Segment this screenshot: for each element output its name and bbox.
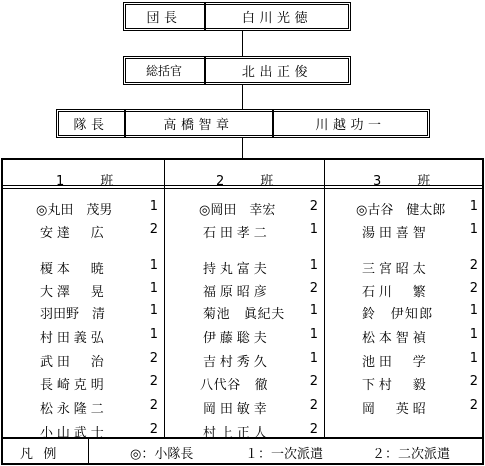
group-3-member-name: 下村 毅 bbox=[362, 378, 430, 393]
group-3-member-no: 1 bbox=[469, 199, 478, 214]
group-1-member-no: 1 bbox=[149, 199, 158, 214]
group-2-member-name: ◎岡田 幸宏 bbox=[199, 203, 276, 218]
group-2-number: 2 bbox=[216, 174, 225, 189]
group-1-member-name: 村田義弘 bbox=[40, 331, 108, 346]
group-2-member-no: 2 bbox=[309, 374, 318, 389]
group-2-label: 班 bbox=[260, 174, 274, 189]
group-3-member-no: 1 bbox=[469, 327, 478, 342]
group-2-member-no: 1 bbox=[309, 303, 318, 318]
group-2-member-name: 村上正人 bbox=[203, 426, 271, 441]
group-3-number: 3 bbox=[373, 174, 382, 189]
group-1-label: 班 bbox=[100, 174, 114, 189]
group-2-member-name: 菊池 眞紀夫 bbox=[203, 307, 285, 322]
group-3-member-name: 三宮昭太 bbox=[362, 262, 430, 277]
group-3-member-name: 岡 英昭 bbox=[362, 402, 430, 417]
group-2-member-no: 1 bbox=[309, 222, 318, 237]
group-2-member-no: 1 bbox=[309, 327, 318, 342]
legend-label: 凡例 bbox=[20, 447, 67, 462]
column-divider-1 bbox=[164, 160, 165, 437]
legend-second-dispatch: ２：二次派遣 bbox=[372, 447, 451, 462]
group-3-member-no: 1 bbox=[469, 303, 478, 318]
group-1-member-name: 榎本 暁 bbox=[40, 262, 108, 277]
group-3-member-no: 2 bbox=[469, 374, 478, 389]
group-1-header bbox=[56, 170, 113, 189]
group-2-header bbox=[216, 170, 273, 189]
group-3-member-no: 2 bbox=[469, 258, 478, 273]
group-2-member-name: 岡田敏幸 bbox=[203, 402, 271, 417]
group-1-member-no: 1 bbox=[149, 281, 158, 296]
general-box bbox=[123, 56, 351, 85]
org-connector-line bbox=[242, 30, 243, 158]
group-3-member-name: 鈴 伊知郎 bbox=[362, 307, 434, 322]
group-1-member-no: 1 bbox=[149, 303, 158, 318]
group-3-member-name: ◎古谷 健太郎 bbox=[356, 203, 446, 218]
group-3-header bbox=[373, 170, 430, 189]
leader-box bbox=[123, 2, 351, 31]
group-1-member-name: 大澤 晃 bbox=[40, 285, 108, 300]
group-2-member-name: 石田孝二 bbox=[203, 226, 271, 241]
legend-first-dispatch: １：一次派遣 bbox=[245, 447, 324, 462]
group-3-member-no: 1 bbox=[469, 351, 478, 366]
group-3-member-no: 2 bbox=[469, 398, 478, 413]
group-2-member-name: 持丸富夫 bbox=[203, 262, 271, 277]
captain-name-1: 高橋智章 bbox=[163, 118, 234, 133]
legend-leader-mark: ◎：小隊長 bbox=[130, 447, 194, 462]
group-3-member-name: 石川 繁 bbox=[362, 285, 430, 300]
group-1-number: 1 bbox=[56, 174, 65, 189]
group-3-member-no: 2 bbox=[469, 281, 478, 296]
general-title: 総括官 bbox=[145, 64, 182, 78]
group-1-member-no: 1 bbox=[149, 327, 158, 342]
group-3-member-name: 湯田喜智 bbox=[362, 226, 430, 241]
group-1-member-name: 羽田野 清 bbox=[40, 307, 106, 322]
leader-name: 白川光徳 bbox=[241, 11, 313, 26]
group-1-member-no: 2 bbox=[149, 422, 158, 437]
group-3-member-no: 1 bbox=[469, 222, 478, 237]
group-3-label: 班 bbox=[417, 174, 431, 189]
group-1-member-no: 2 bbox=[149, 351, 158, 366]
captain-title: 隊長 bbox=[73, 118, 109, 133]
general-name: 北出正俊 bbox=[241, 65, 313, 80]
group-1-member-name: 松永隆二 bbox=[40, 402, 108, 417]
group-2-member-no: 1 bbox=[309, 258, 318, 273]
group-2-member-name: 福原昭彦 bbox=[203, 285, 271, 300]
captain-box bbox=[56, 109, 430, 138]
group-2-member-name: 伊藤聡夫 bbox=[203, 331, 271, 346]
leader-title: 団長 bbox=[146, 11, 182, 26]
group-2-member-no: 2 bbox=[309, 281, 318, 296]
group-3-member-name: 松本智禎 bbox=[362, 331, 430, 346]
group-3-member-name: 池田 学 bbox=[362, 355, 430, 370]
group-1-member-no: 2 bbox=[149, 398, 158, 413]
group-1-member-name: 武田 治 bbox=[40, 355, 108, 370]
group-1-member-no: 2 bbox=[149, 222, 158, 237]
group-2-member-no: 2 bbox=[309, 199, 318, 214]
group-1-member-name: ◎丸田 茂男 bbox=[36, 203, 113, 218]
group-2-member-no: 2 bbox=[309, 422, 318, 437]
group-2-member-no: 1 bbox=[309, 351, 318, 366]
group-2-member-name: 八代谷 徹 bbox=[200, 378, 269, 393]
group-1-member-name: 安達 広 bbox=[40, 226, 108, 241]
group-1-member-no: 2 bbox=[149, 374, 158, 389]
group-1-member-name: 長崎克明 bbox=[40, 378, 108, 393]
group-2-member-name: 吉村秀久 bbox=[203, 355, 271, 370]
column-divider-2 bbox=[324, 160, 325, 437]
group-1-member-name: 小山武士 bbox=[40, 426, 108, 441]
group-1-member-no: 1 bbox=[149, 258, 158, 273]
group-2-member-no: 2 bbox=[309, 398, 318, 413]
captain-name-2: 川越功一 bbox=[315, 118, 386, 133]
